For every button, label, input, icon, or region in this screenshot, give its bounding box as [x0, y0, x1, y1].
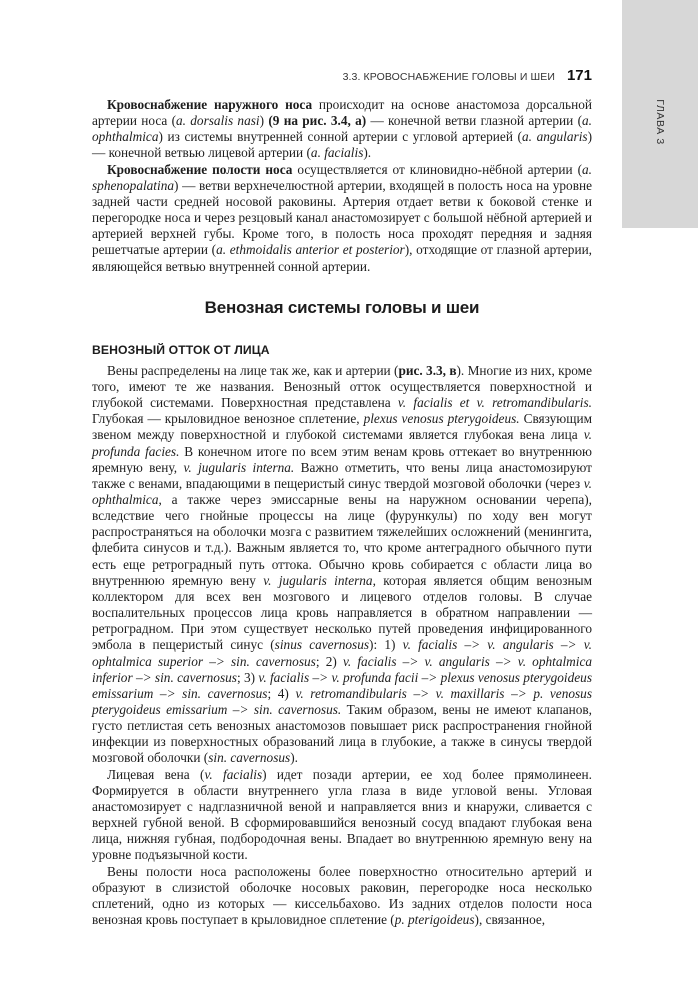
- latin-term: v. jugularis interna: [263, 572, 373, 588]
- latin-pathway: v. facialis –> v. profunda facii –> plexus venosus pterygoideus emissarium –> sin. cavernosus: [92, 669, 592, 701]
- latin-term: p. pterigoideus: [394, 912, 475, 928]
- latin-term: v. facialis et v. retromandibularis.: [397, 395, 592, 411]
- subsection-heading: ВЕНОЗНЫЙ ОТТОК ОТ ЛИЦА: [92, 342, 270, 357]
- latin-term: v. ophthalmica: [92, 475, 592, 507]
- latin-term: a. facialis: [310, 145, 364, 161]
- latin-term: sin. cavernosus: [208, 750, 291, 766]
- latin-term: a. sphenopalatina: [92, 161, 592, 193]
- latin-term: v. facialis: [204, 766, 263, 782]
- paragraph-nasal-cavity-blood-supply: Кровоснабжение полости носа осуществляется от клиновидно-нёбной артерии (a. sphenopalatina) — ветви верхнечелюстной артерии, входящей в полость носа на уровне задней части средней носовой раковины. Артерия отдает ветви к боковой стенке и перегородке носа и через резцовый канал анастомозирует с большой нёбной артерией и артерией верхней губы. Кроме того, в полость носа проходят передняя и задняя решетчатые артерии (a. ethmoidalis anterior et posterior), отходящие от глазной артерии, являющейся ветвью внутренней сонной артерии.: [92, 161, 593, 274]
- chapter-label: ГЛАВА 3: [654, 99, 666, 145]
- latin-term: a. angularis: [522, 129, 588, 145]
- bold-term: Кровоснабжение наружного носа: [107, 97, 313, 112]
- latin-term: sinus cavernosus: [274, 637, 370, 653]
- latin-term: v. jugularis interna.: [183, 459, 295, 475]
- bold-term: Кровоснабжение полости носа: [107, 161, 293, 177]
- section-title: 3.3. КРОВОСНАБЖЕНИЕ ГОЛОВЫ И ШЕИ: [342, 71, 555, 83]
- latin-term: a. ethmoidalis anterior et posterior: [216, 242, 405, 258]
- latin-pathway: v. facialis –> v. angularis –> v. ophtalmica inferior –> sin. cavernosus: [92, 653, 593, 685]
- latin-term: v. profunda facies.: [92, 427, 592, 459]
- figure-reference: (9 на рис. 3.4, а): [268, 113, 367, 129]
- latin-term: a. ophthalmica: [92, 113, 592, 145]
- page-body: [92, 97, 592, 928]
- paragraph-facial-vein: Лицевая вена (v. facialis) идет позади артерии, ее ход более прямолинеен. Формируется в области внутреннего угла глаза в виде угловой вены. Угловая анастомозирует с надглазничной веной и направляется вниз и кнаружи, сливается с верхней губной веной. В сформировавшийся венозный сосуд впадают глубокая вена лица, нижняя губная, подбородочная вены. Впадает во внутреннюю яремную вену на уровне подъязычной кости.: [92, 766, 592, 863]
- chapter-side-tab: [622, 0, 698, 228]
- latin-pathway: v. facialis –> v. angularis –> v. ophtalmica superior –> sin. cavernosus: [92, 637, 592, 669]
- running-header: [92, 67, 592, 89]
- latin-pathway: v. retromandibularis –> v. maxillaris –> p. venosus pterygoideus emissarium –> sin. cavernosus.: [92, 685, 592, 717]
- latin-term: a. dorsalis nasi: [176, 113, 260, 129]
- figure-reference: рис. 3.3, в: [398, 362, 457, 378]
- page-number: 171: [566, 67, 592, 84]
- paragraph-external-nose-blood-supply: Кровоснабжение наружного носа происходит на основе анастомоза дорсальной артерии носа (a. dorsalis nasi) (9 на рис. 3.4, а) — конечной ветви глазной артерии (a. ophthalmica) из системы внутренней сонной артерии с угловой артерией (a. angularis) — конечной ветвью лицевой артерии (a. facialis).: [92, 97, 593, 161]
- paragraph-facial-venous-outflow: Вены распределены на лице так же, как и артерии (рис. 3.3, в). Многие из них, кроме того, имеют те же названия. Венозный отток осуществляется поверхностной и глубокой системами. Поверхностная представлена v. facialis et v. retromandibularis. Глубокая — крыловидное венозное сплетение, plexus venosus pterygoideus. Связующим звеном между поверхностной и глубокой системами является глубокая вена лица v. profunda facies. В конечном итоге по всем этим венам кровь оттекает во внутреннюю яремную вену, v. jugularis interna. Важно отметить, что вены лица анастомозируют также с венами, впадающими в пещеристый синус твердой мозговой оболочки (через v. ophthalmica, а также через эмиссарные вены на наружном основании черепа), вследствие чего гнойные процессы на лице (фурункулы) по ходу вен могут распространяться на оболочки мозга с развитием тяжелейших осложнений (менингита, флебита синусов и т.д.). Важным является то, что кроме антеградного обычного пути есть еще ретроградный путь оттока. Обычно кровь собирается с области лица во внутреннюю яремную вену v. jugularis interna, которая является общим венозным коллектором для всех вен мозгового и лицевого отделов головы. В случае воспалительных процессов лица кровь направляется в обратном направлении — ретроградном. При этом существует несколько путей проведения инфицированного эмбола в пещеристый синус (sinus cavernosus): 1) v. facialis –> v. angularis –> v. ophtalmica superior –> sin. cavernosus; 2) v. facialis –> v. angularis –> v. ophtalmica inferior –> sin. cavernosus; 3) v. facialis –> v. profunda facii –> plexus venosus pterygoideus emissarium –> sin. cavernosus; 4) v. retromandibularis –> v. maxillaris –> p. venosus pterygoideus emissarium –> sin. cavernosus. Таким образом, вены не имеют клапанов, густо петлистая сеть венозных анастомозов повышает риск распространения гнойной инфекции из поверхностных образований лица в глубокие, а также в синусы твердой мозговой оболочки (sin. cavernosus).: [92, 362, 593, 766]
- section-heading: Венозная системы головы и шеи: [204, 297, 480, 317]
- latin-term: plexus venosus pterygoideus.: [363, 411, 520, 427]
- paragraph-nasal-cavity-veins: Вены полости носа расположены более поверхностно относительно артерий и образуют в слизистой оболочке носовых раковин, перегородке носа несколько сплетений, одно из которых — киссельбахово. Из задних отделов полости носа венозная кровь поступает в крыловидное сплетение (p. pterigoideus), связанное,: [92, 863, 592, 928]
